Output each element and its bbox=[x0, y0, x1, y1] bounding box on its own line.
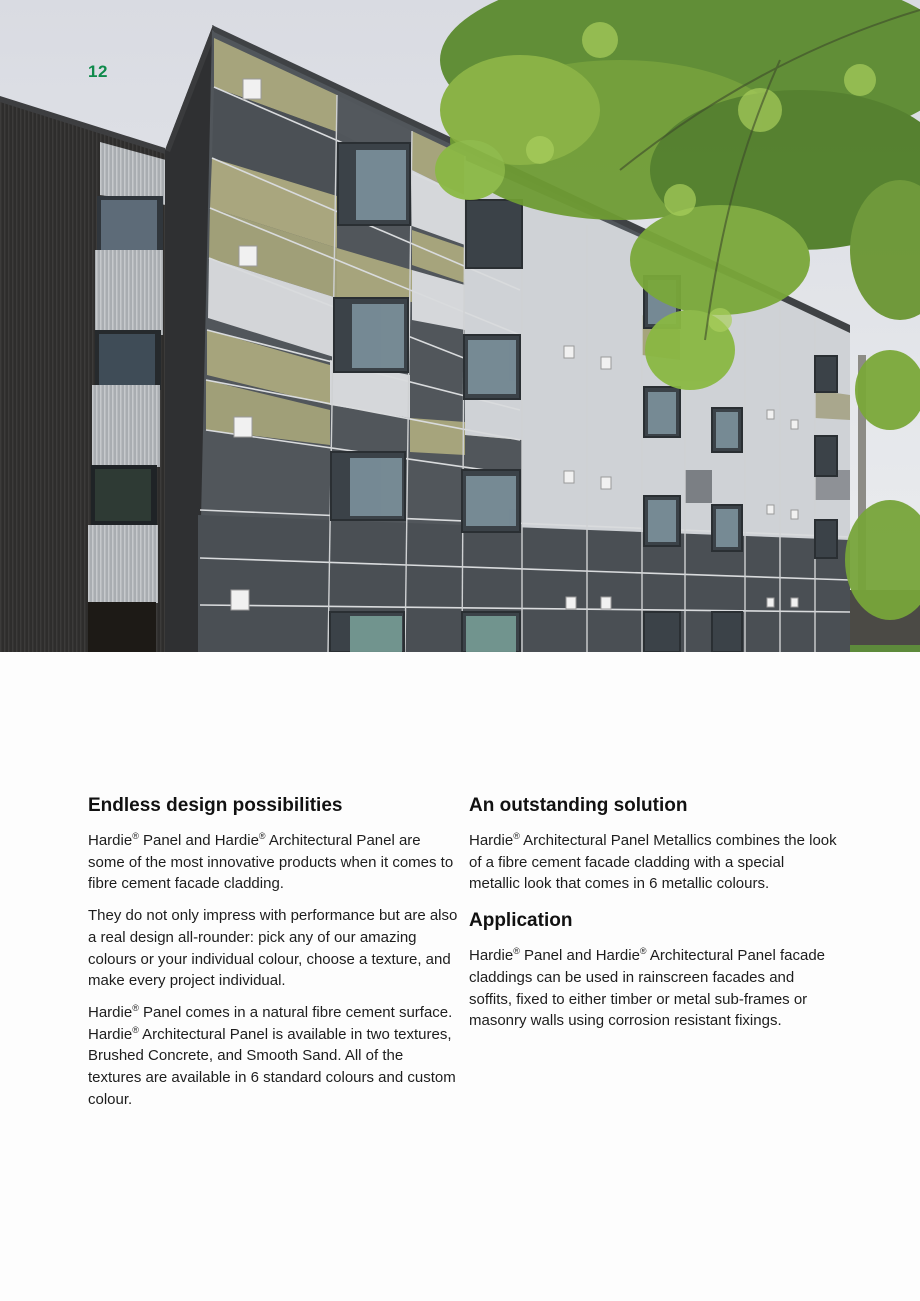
section-title-application: Application bbox=[469, 910, 573, 932]
left-column bbox=[88, 794, 458, 1120]
section-title-endless-design: Endless design possibilities bbox=[88, 795, 343, 816]
paragraph-endless-1: Hardie® Panel and Hardie® Architectural Panel are some of the most innovative products when it comes to fibre cement facade cladding. bbox=[88, 831, 454, 893]
paragraph-endless-3: Hardie® Panel comes in a natural fibre cement surface. Hardie® Architectural Panel is available in two textures, Brushed Concrete, and Smooth Sand. All of the textures are available in 6 standard colours and custom colour. bbox=[88, 1002, 456, 1108]
section-title-outstanding-solution: An outstanding solution bbox=[469, 795, 688, 816]
right-column bbox=[469, 794, 839, 1042]
paragraph-application-1: Hardie® Panel and Hardie® Architectural Panel facade claddings can be used in rainscreen facades and soffits, fixed to either timber or metal sub-frames or masonry walls using corrosion resistant fixings. bbox=[469, 946, 826, 1030]
paragraph-endless-2: They do not only impress with performance but are also a real design all-rounder: pick any of our amazing colours or your individual colour, choose a texture, and make every project individual. bbox=[88, 907, 458, 990]
paragraph-outstanding-1: Hardie® Architectural Panel Metallics combines the look of a fibre cement facade cladding with a special metallic look that comes in 6 metallic colours. bbox=[469, 831, 837, 893]
page-number: 12 bbox=[88, 62, 108, 81]
